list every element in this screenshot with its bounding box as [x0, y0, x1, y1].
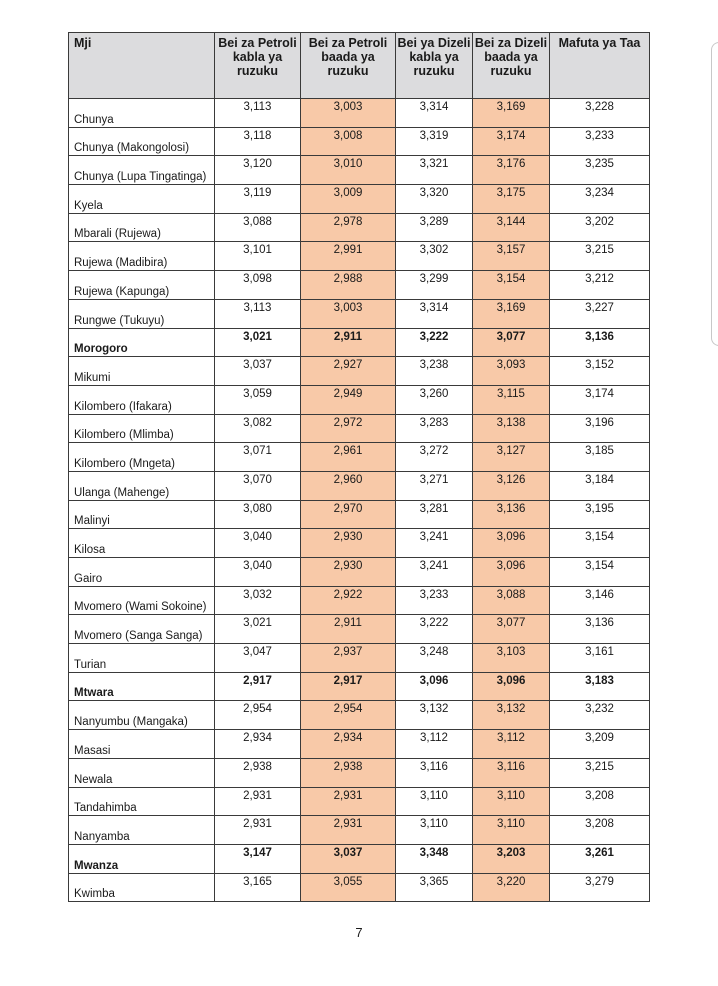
page-number: 7 [355, 925, 363, 940]
cell-kerosene: 3,209 [550, 730, 650, 759]
cell-petrol-before: 3,080 [215, 500, 301, 529]
cell-town-name: Kyela [69, 185, 215, 214]
cell-diesel-after: 3,132 [473, 701, 550, 730]
cell-kerosene: 3,208 [550, 787, 650, 816]
cell-petrol-after: 2,938 [301, 758, 396, 787]
table-row [69, 873, 650, 902]
table-row [69, 615, 650, 644]
cell-petrol-after: 2,931 [301, 816, 396, 845]
cell-diesel-before: 3,241 [396, 529, 473, 558]
cell-town-name: Masasi [69, 730, 215, 759]
cell-diesel-after: 3,077 [473, 328, 550, 357]
cell-kerosene: 3,184 [550, 471, 650, 500]
cell-diesel-before: 3,241 [396, 558, 473, 587]
cell-kerosene: 3,174 [550, 385, 650, 414]
cell-town-name: Mtwara [69, 672, 215, 701]
cell-diesel-before: 3,112 [396, 730, 473, 759]
cell-diesel-before: 3,281 [396, 500, 473, 529]
cell-diesel-before: 3,314 [396, 99, 473, 128]
cell-town-name: Tandahimba [69, 787, 215, 816]
cell-diesel-after: 3,203 [473, 844, 550, 873]
cell-town-name: Mbarali (Rujewa) [69, 213, 215, 242]
cell-diesel-before: 3,116 [396, 758, 473, 787]
cell-town-name: Turian [69, 644, 215, 673]
cell-diesel-after: 3,220 [473, 873, 550, 902]
cell-petrol-before: 2,954 [215, 701, 301, 730]
header-mji: Mji [69, 33, 215, 99]
cell-town-name: Chunya [69, 99, 215, 128]
cell-petrol-after: 2,930 [301, 529, 396, 558]
table-row [69, 385, 650, 414]
cell-petrol-after: 2,988 [301, 271, 396, 300]
cell-kerosene: 3,152 [550, 357, 650, 386]
cell-kerosene: 3,161 [550, 644, 650, 673]
region-row [69, 672, 650, 701]
cell-petrol-before: 3,113 [215, 99, 301, 128]
cell-diesel-after: 3,110 [473, 787, 550, 816]
cell-town-name: Chunya (Lupa Tingatinga) [69, 156, 215, 185]
cell-petrol-before: 2,931 [215, 816, 301, 845]
cell-petrol-after: 2,911 [301, 328, 396, 357]
cell-diesel-after: 3,126 [473, 471, 550, 500]
cell-town-name: Kilombero (Mlimba) [69, 414, 215, 443]
cell-kerosene: 3,215 [550, 242, 650, 271]
cell-petrol-before: 3,098 [215, 271, 301, 300]
cell-diesel-before: 3,348 [396, 844, 473, 873]
scroll-handle[interactable] [711, 42, 718, 346]
cell-diesel-after: 3,127 [473, 443, 550, 472]
cell-diesel-before: 3,238 [396, 357, 473, 386]
cell-petrol-after: 2,931 [301, 787, 396, 816]
cell-diesel-after: 3,077 [473, 615, 550, 644]
header-diesel-before-subsidy: Bei ya Dizeli kabla ya ruzuku [396, 33, 473, 99]
cell-town-name: Rungwe (Tukuyu) [69, 299, 215, 328]
cell-petrol-after: 2,937 [301, 644, 396, 673]
cell-kerosene: 3,232 [550, 701, 650, 730]
cell-diesel-after: 3,169 [473, 299, 550, 328]
cell-diesel-after: 3,096 [473, 672, 550, 701]
cell-petrol-after: 2,970 [301, 500, 396, 529]
cell-town-name: Mwanza [69, 844, 215, 873]
table-row [69, 701, 650, 730]
cell-diesel-before: 3,110 [396, 816, 473, 845]
table-row [69, 357, 650, 386]
cell-diesel-after: 3,093 [473, 357, 550, 386]
cell-petrol-before: 3,147 [215, 844, 301, 873]
cell-petrol-before: 2,917 [215, 672, 301, 701]
table-row [69, 787, 650, 816]
cell-petrol-after: 2,978 [301, 213, 396, 242]
cell-kerosene: 3,212 [550, 271, 650, 300]
cell-petrol-before: 3,119 [215, 185, 301, 214]
table-row [69, 213, 650, 242]
cell-kerosene: 3,279 [550, 873, 650, 902]
cell-town-name: Mvomero (Wami Sokoine) [69, 586, 215, 615]
cell-town-name: Kilombero (Mngeta) [69, 443, 215, 472]
cell-town-name: Newala [69, 758, 215, 787]
cell-diesel-before: 3,289 [396, 213, 473, 242]
table-row [69, 127, 650, 156]
cell-diesel-before: 3,222 [396, 615, 473, 644]
cell-kerosene: 3,185 [550, 443, 650, 472]
cell-diesel-before: 3,096 [396, 672, 473, 701]
cell-kerosene: 3,215 [550, 758, 650, 787]
cell-petrol-before: 3,047 [215, 644, 301, 673]
cell-petrol-before: 3,088 [215, 213, 301, 242]
cell-kerosene: 3,261 [550, 844, 650, 873]
table-row [69, 586, 650, 615]
cell-diesel-after: 3,138 [473, 414, 550, 443]
header-petrol-after-subsidy: Bei za Petroli baada ya ruzuku [301, 33, 396, 99]
cell-diesel-before: 3,233 [396, 586, 473, 615]
cell-petrol-before: 3,059 [215, 385, 301, 414]
cell-petrol-after: 3,055 [301, 873, 396, 902]
cell-diesel-before: 3,248 [396, 644, 473, 673]
cell-town-name: Mikumi [69, 357, 215, 386]
cell-petrol-before: 3,165 [215, 873, 301, 902]
table-row [69, 414, 650, 443]
table-body [69, 99, 650, 902]
cell-petrol-before: 3,021 [215, 328, 301, 357]
region-row [69, 328, 650, 357]
table-row [69, 271, 650, 300]
cell-town-name: Malinyi [69, 500, 215, 529]
cell-kerosene: 3,136 [550, 328, 650, 357]
cell-diesel-before: 3,283 [396, 414, 473, 443]
cell-petrol-after: 2,991 [301, 242, 396, 271]
cell-petrol-after: 2,930 [301, 558, 396, 587]
cell-petrol-after: 3,003 [301, 299, 396, 328]
cell-kerosene: 3,235 [550, 156, 650, 185]
cell-petrol-after: 2,972 [301, 414, 396, 443]
cell-town-name: Kwimba [69, 873, 215, 902]
cell-diesel-after: 3,174 [473, 127, 550, 156]
cell-town-name: Morogoro [69, 328, 215, 357]
cell-petrol-before: 3,082 [215, 414, 301, 443]
table-row [69, 500, 650, 529]
cell-town-name: Mvomero (Sanga Sanga) [69, 615, 215, 644]
cell-diesel-before: 3,321 [396, 156, 473, 185]
cell-diesel-after: 3,136 [473, 500, 550, 529]
cell-diesel-before: 3,314 [396, 299, 473, 328]
cell-kerosene: 3,196 [550, 414, 650, 443]
cell-kerosene: 3,234 [550, 185, 650, 214]
table-row [69, 816, 650, 845]
cell-petrol-before: 2,931 [215, 787, 301, 816]
cell-diesel-after: 3,169 [473, 99, 550, 128]
cell-petrol-after: 3,037 [301, 844, 396, 873]
cell-petrol-after: 3,010 [301, 156, 396, 185]
cell-diesel-before: 3,260 [396, 385, 473, 414]
cell-petrol-before: 3,040 [215, 529, 301, 558]
cell-diesel-after: 3,175 [473, 185, 550, 214]
cell-kerosene: 3,228 [550, 99, 650, 128]
cell-kerosene: 3,227 [550, 299, 650, 328]
cell-petrol-after: 2,960 [301, 471, 396, 500]
cell-kerosene: 3,154 [550, 529, 650, 558]
cell-diesel-after: 3,115 [473, 385, 550, 414]
table-row [69, 529, 650, 558]
cell-kerosene: 3,195 [550, 500, 650, 529]
cell-petrol-after: 2,949 [301, 385, 396, 414]
cell-diesel-after: 3,110 [473, 816, 550, 845]
cell-diesel-after: 3,154 [473, 271, 550, 300]
cell-diesel-after: 3,088 [473, 586, 550, 615]
table-row [69, 730, 650, 759]
cell-diesel-before: 3,271 [396, 471, 473, 500]
cell-town-name: Rujewa (Madibira) [69, 242, 215, 271]
cell-petrol-after: 3,009 [301, 185, 396, 214]
cell-diesel-after: 3,096 [473, 558, 550, 587]
cell-petrol-after: 2,922 [301, 586, 396, 615]
cell-petrol-before: 3,021 [215, 615, 301, 644]
table-row [69, 156, 650, 185]
cell-petrol-before: 3,032 [215, 586, 301, 615]
cell-diesel-before: 3,299 [396, 271, 473, 300]
cell-diesel-after: 3,116 [473, 758, 550, 787]
cell-petrol-before: 3,037 [215, 357, 301, 386]
cell-petrol-after: 2,917 [301, 672, 396, 701]
cell-town-name: Kilosa [69, 529, 215, 558]
cell-diesel-before: 3,365 [396, 873, 473, 902]
cell-diesel-before: 3,132 [396, 701, 473, 730]
cell-petrol-after: 2,927 [301, 357, 396, 386]
cell-town-name: Nanyumbu (Mangaka) [69, 701, 215, 730]
table-row [69, 644, 650, 673]
cell-petrol-before: 2,938 [215, 758, 301, 787]
cell-petrol-after: 2,954 [301, 701, 396, 730]
cell-kerosene: 3,208 [550, 816, 650, 845]
cell-diesel-after: 3,144 [473, 213, 550, 242]
cell-town-name: Nanyamba [69, 816, 215, 845]
table-row [69, 242, 650, 271]
table-row [69, 471, 650, 500]
cell-petrol-before: 3,070 [215, 471, 301, 500]
cell-town-name: Kilombero (Ifakara) [69, 385, 215, 414]
fuel-price-table [68, 32, 650, 902]
cell-diesel-before: 3,272 [396, 443, 473, 472]
cell-petrol-before: 3,120 [215, 156, 301, 185]
cell-kerosene: 3,183 [550, 672, 650, 701]
table-row [69, 558, 650, 587]
cell-town-name: Rujewa (Kapunga) [69, 271, 215, 300]
cell-town-name: Chunya (Makongolosi) [69, 127, 215, 156]
table-header-row [69, 33, 650, 99]
table-row [69, 299, 650, 328]
cell-petrol-after: 2,961 [301, 443, 396, 472]
table-row [69, 185, 650, 214]
cell-petrol-after: 3,008 [301, 127, 396, 156]
cell-town-name: Ulanga (Mahenge) [69, 471, 215, 500]
cell-petrol-before: 3,113 [215, 299, 301, 328]
cell-petrol-after: 2,911 [301, 615, 396, 644]
cell-diesel-after: 3,157 [473, 242, 550, 271]
cell-diesel-after: 3,096 [473, 529, 550, 558]
cell-petrol-before: 2,934 [215, 730, 301, 759]
cell-petrol-before: 3,118 [215, 127, 301, 156]
cell-diesel-before: 3,302 [396, 242, 473, 271]
cell-kerosene: 3,154 [550, 558, 650, 587]
cell-diesel-before: 3,110 [396, 787, 473, 816]
cell-diesel-after: 3,103 [473, 644, 550, 673]
cell-diesel-before: 3,320 [396, 185, 473, 214]
cell-kerosene: 3,233 [550, 127, 650, 156]
cell-diesel-before: 3,319 [396, 127, 473, 156]
cell-petrol-after: 3,003 [301, 99, 396, 128]
header-diesel-after-subsidy: Bei za Dizeli baada ya ruzuku [473, 33, 550, 99]
cell-petrol-before: 3,040 [215, 558, 301, 587]
cell-kerosene: 3,202 [550, 213, 650, 242]
table-row [69, 443, 650, 472]
cell-diesel-after: 3,176 [473, 156, 550, 185]
cell-petrol-after: 2,934 [301, 730, 396, 759]
cell-petrol-before: 3,101 [215, 242, 301, 271]
cell-kerosene: 3,146 [550, 586, 650, 615]
cell-diesel-before: 3,222 [396, 328, 473, 357]
table-row [69, 758, 650, 787]
header-petrol-before-subsidy: Bei za Petroli kabla ya ruzuku [215, 33, 301, 99]
cell-diesel-after: 3,112 [473, 730, 550, 759]
header-kerosene: Mafuta ya Taa [550, 33, 650, 99]
region-row [69, 844, 650, 873]
cell-kerosene: 3,136 [550, 615, 650, 644]
cell-town-name: Gairo [69, 558, 215, 587]
table-row [69, 99, 650, 128]
cell-petrol-before: 3,071 [215, 443, 301, 472]
